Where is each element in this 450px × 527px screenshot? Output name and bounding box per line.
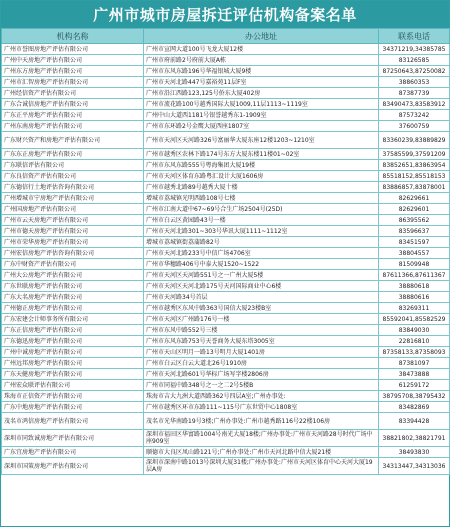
phone-cell: 83482869: [379, 402, 450, 413]
agency-name-cell: 广东天健房地产评估有限公司: [2, 369, 144, 380]
agency-name-cell: 广州宏众联评估有限公司: [2, 380, 144, 391]
table-row: [2, 55, 450, 66]
table-row: [2, 336, 450, 347]
phone-cell: 87387739: [379, 88, 450, 99]
agency-name-cell: 深圳市同致诚房地产评估有限公司: [2, 430, 144, 447]
agency-name-cell: 广州市汇智房地产评估有限公司: [2, 77, 144, 88]
table-row: [2, 380, 450, 391]
phone-cell: 37585599,37591209: [379, 149, 450, 160]
office-address-cell: 广州市宣网大道100号飞龙大厦12楼: [144, 44, 379, 55]
table-row: [2, 44, 450, 55]
table-row: [2, 88, 450, 99]
table-row: [2, 215, 450, 226]
table-row: [2, 430, 450, 447]
phone-cell: 22816810: [379, 336, 450, 347]
agency-table: [1, 28, 450, 475]
agency-name-cell: 广东正平房地产评估有限公司: [2, 110, 144, 121]
office-address-cell: 深圳市深南中路1013号深圳大厦31楼;广州办事处:广州市天河区体育中心天河大厦19层A房: [144, 458, 379, 475]
agency-name-cell: 珠海市正信资产评估有限公司: [2, 391, 144, 402]
office-address-cell: 广州市天河区广州路176号一楼: [144, 314, 379, 325]
office-address-cell: 珠海市吉大九洲大道西路362号四层A室;广州办事处:: [144, 391, 379, 402]
office-address-cell: 广州市天河北路447号嘉裕苑11层F室: [144, 77, 379, 88]
office-address-cell: 广州中山大道西1181号银誉越秀东1-1909室: [144, 110, 379, 121]
table-row: [2, 193, 450, 204]
agency-name-cell: 广州远邦房地产评估有限公司: [2, 358, 144, 369]
table-row: [2, 358, 450, 369]
phone-cell: 83269311: [379, 303, 450, 314]
agency-name-cell: 广东东正房地产评估有限公司: [2, 149, 144, 160]
page-title: 广州市城市房屋拆迁评估机构备案名单: [1, 1, 449, 28]
agency-name-cell: 广州市誉图房地产评估有限公司: [2, 44, 144, 55]
phone-cell: 34371219,34385785: [379, 44, 450, 55]
table-row: [2, 458, 450, 475]
phone-cell: 38821802,38821791: [379, 430, 450, 447]
table-row: [2, 160, 450, 171]
phone-cell: 38860353: [379, 77, 450, 88]
office-address-cell: 广州市天河区天河路551号之一广州大厦5楼: [144, 270, 379, 281]
table-row: [2, 171, 450, 182]
table-row: [2, 391, 450, 402]
office-address-cell: 广州市天河区天河路326号富丽华大厦东座12楼1203~1210室: [144, 132, 379, 149]
table-row: [2, 237, 450, 248]
office-address-cell: 广州市越秀区环市东路111~115号广东世贸中心1808室: [144, 402, 379, 413]
phone-cell: 83596637: [379, 226, 450, 237]
office-address-cell: 广州市东风东路753号天誉商务大厦东塔3005室: [144, 336, 379, 347]
agency-name-cell: 广东德信行土地评估咨询有限公司: [2, 182, 144, 193]
office-address-cell: 顺德市大良区凤山路121号;广州办事处:广州市天河北路中信大厦21楼: [144, 447, 379, 458]
agency-name-cell: 广州大公房地产评估有限公司: [2, 270, 144, 281]
table-row: [2, 259, 450, 270]
table-row: [2, 204, 450, 215]
office-address-cell: 增城市荔城镇光明西路108号七楼: [144, 193, 379, 204]
phone-cell: 83490473,83583912: [379, 99, 450, 110]
agency-name-cell: 广州增城市宁房地产评估有限公司: [2, 193, 144, 204]
phone-cell: 61259172: [379, 380, 450, 391]
table-row: [2, 110, 450, 121]
phone-cell: 83451597: [379, 237, 450, 248]
table-row: [2, 270, 450, 281]
office-address-cell: 广州市天河北路301~303号华讯大厦1111~1112室: [144, 226, 379, 237]
phone-cell: 83852651,83863954: [379, 160, 450, 171]
table-row: [2, 99, 450, 110]
office-address-cell: 广州市同福中路348号之一之二2号5楼B: [144, 380, 379, 391]
table-row: [2, 226, 450, 237]
agency-name-cell: 广东大名房地产评估有限公司: [2, 292, 144, 303]
agency-name-cell: 广州宏信房地产评估咨询有限公司: [2, 248, 144, 259]
agency-name-cell: 广东良信资产评估有限公司: [2, 171, 144, 182]
table-row: [2, 292, 450, 303]
phone-cell: 87611366,87611367: [379, 270, 450, 281]
table-header-row: [2, 29, 450, 44]
phone-cell: 37600759: [379, 121, 450, 132]
agency-name-cell: 广州东南房地产评估有限公司: [2, 121, 144, 132]
office-address-cell: 广州市沿江西路123,125号侨东大厦402房: [144, 88, 379, 99]
table-row: [2, 303, 450, 314]
phone-cell: 85518152,85518153: [379, 171, 450, 182]
table-row: [2, 77, 450, 88]
office-address-cell: 深圳市福田区华富路1004号南光大厦18楼;广州办事处:广州市天河路28号时代广场中座909室: [144, 430, 379, 447]
agency-name-cell: 广州市荣华房地产评估有限公司: [2, 237, 144, 248]
phone-cell: 34313447,34313036: [379, 458, 450, 475]
column-header-phone: 联系电话: [379, 29, 450, 44]
phone-cell: 38473888: [379, 369, 450, 380]
office-address-cell: 增城市荔城镇街荔蒲路82号: [144, 237, 379, 248]
agency-name-cell: 广州中诚房地产评估有限公司: [2, 347, 144, 358]
office-address-cell: 广州市流花路100号越秀国际大厦1009,11层1113~1119室: [144, 99, 379, 110]
agency-name-cell: 广州东方房地产评估有限公司: [2, 66, 144, 77]
agency-name-cell: 广东中财资产评估有限公司: [2, 259, 144, 270]
agency-name-cell: 广东联信评估有限公司: [2, 160, 144, 171]
phone-cell: 87573242: [379, 110, 450, 121]
table-row: [2, 281, 450, 292]
office-address-cell: 广州市白云区黄园路43号一楼: [144, 215, 379, 226]
phone-cell: 87250643,87250082: [379, 66, 450, 77]
agency-name-cell: 广东中地房地产评估有限公司: [2, 402, 144, 413]
table-row: [2, 447, 450, 458]
office-address-cell: 广州市越秀区农林下路174号东方大厦东楼11楼01~02室: [144, 149, 379, 160]
office-address-cell: 广州市天河区体育东路粤汇设计大厦1606房: [144, 171, 379, 182]
phone-cell: 86395562: [379, 215, 450, 226]
phone-cell: 38804557: [379, 248, 450, 259]
table-row: [2, 369, 450, 380]
agency-name-cell: 广州中天房地产评估有限公司: [2, 55, 144, 66]
phone-cell: 83126585: [379, 55, 450, 66]
phone-cell: 38880616: [379, 292, 450, 303]
agency-name-cell: 广东正信房地产评估有限公司: [2, 325, 144, 336]
office-address-cell: 广州市东风东路196号华福银城大厦9楼: [144, 66, 379, 77]
phone-cell: 38795708,38795432: [379, 391, 450, 402]
agency-name-cell: 广东宜房地产评估有限公司: [2, 447, 144, 458]
phone-cell: 82629601: [379, 204, 450, 215]
phone-cell: 85592041,85582529: [379, 314, 450, 325]
phone-cell: 83886857,83878001: [379, 182, 450, 193]
office-address-cell: 广州市白云区白云大道北26号1910房: [144, 358, 379, 369]
table-row: [2, 149, 450, 160]
office-address-cell: 广州市东环路2号金鹰大厦西座1807室: [144, 121, 379, 132]
table-row: [2, 325, 450, 336]
column-header-name: 机构名称: [2, 29, 144, 44]
office-address-cell: 广州市府前路2号府前大厦A栋: [144, 55, 379, 66]
table-row: [2, 121, 450, 132]
phone-cell: 83849030: [379, 325, 450, 336]
office-address-cell: 广州市江南大道中67~69号合生广场2504号(25D): [144, 204, 379, 215]
office-address-cell: 广州市天山区明月一路13号明月大厦1401房: [144, 347, 379, 358]
office-address-cell: 广州市东风东路555号粤海集团大厦19楼: [144, 160, 379, 171]
phone-cell: 38493830: [379, 447, 450, 458]
agency-name-cell: 广州德正房地产评估有限公司: [2, 303, 144, 314]
table-body: [2, 44, 450, 475]
agency-name-cell: 茂名市鸿信房地产评估有限公司: [2, 413, 144, 430]
agency-name-cell: 广东合诚信房地产评估有限公司: [2, 99, 144, 110]
office-address-cell: 广州市越秀区东风中路363号国信大厦23楼B室: [144, 303, 379, 314]
column-header-address: 办公地址: [144, 29, 379, 44]
office-address-cell: 广州市东风中路552号三楼: [144, 325, 379, 336]
office-address-cell: 茂名市光华南路19号3楼;广州办事处:广州市越秀路116号22楼106房: [144, 413, 379, 430]
agency-name-cell: 广州市德天房地产评估有限公司: [2, 226, 144, 237]
table-row: [2, 66, 450, 77]
table-row: [2, 132, 450, 149]
agency-name-cell: 广东德迅房地产评估有限公司: [2, 336, 144, 347]
office-address-cell: 广州市天河北路233号中信广场4706室: [144, 248, 379, 259]
office-address-cell: 广州市天河北路601号华标广场写字楼2806房: [144, 369, 379, 380]
table-row: [2, 402, 450, 413]
phone-cell: 38880618: [379, 281, 450, 292]
agency-name-cell: 深圳市国策房地产评估有限公司: [2, 458, 144, 475]
agency-name-cell: 广东世联房地产评估有限公司: [2, 281, 144, 292]
table-row: [2, 248, 450, 259]
table-row: [2, 314, 450, 325]
phone-cell: 83394428: [379, 413, 450, 430]
table-row: [2, 182, 450, 193]
phone-cell: 82629661: [379, 193, 450, 204]
agency-name-cell: 广东财兴资产和房地产评估有限公司: [2, 132, 144, 149]
phone-cell: 83360239,83889829: [379, 132, 450, 149]
phone-cell: 81509948: [379, 259, 450, 270]
phone-cell: 87381097: [379, 358, 450, 369]
office-address-cell: 广州市天河路34号首层: [144, 292, 379, 303]
office-address-cell: 广州市华穗路406号中泰大厦1520~1522: [144, 259, 379, 270]
office-address-cell: 广州市越秀北路89号越秀大厦十楼: [144, 182, 379, 193]
agency-name-cell: 广州市云天房地产评估有限公司: [2, 215, 144, 226]
agency-name-cell: 广东宏建会计师事务所有限公司: [2, 314, 144, 325]
office-address-cell: 广州市天河区天河北路175号天河国际商业中心6楼: [144, 281, 379, 292]
table-row: [2, 413, 450, 430]
agency-name-cell: 广州经信资产评估有限公司: [2, 88, 144, 99]
phone-cell: 87358133,87358093: [379, 347, 450, 358]
agency-name-cell: 广州国房地产评估有限公司: [2, 204, 144, 215]
table-row: [2, 347, 450, 358]
